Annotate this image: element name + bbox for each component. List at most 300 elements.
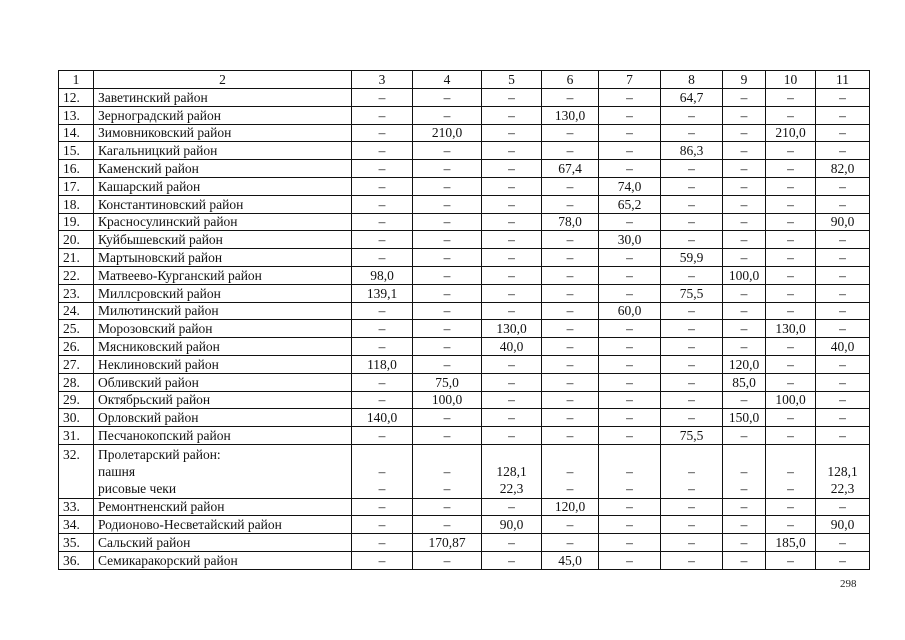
row-number-cell: 31. <box>59 427 94 445</box>
column-header-5: 5 <box>482 71 542 89</box>
district-name-cell: Матвеево-Курганский район <box>94 266 352 284</box>
value-cell: – <box>816 177 870 195</box>
value-cell: – <box>413 231 482 249</box>
row-number-cell: 14. <box>59 124 94 142</box>
value-cell: – <box>766 213 816 231</box>
sub-row-value: – <box>378 481 386 497</box>
value-cell: – <box>766 427 816 445</box>
value-cell: – <box>413 106 482 124</box>
value-cell: – <box>723 516 766 534</box>
table-row <box>59 89 870 107</box>
value-cell: – <box>661 266 723 284</box>
value-cell: – <box>482 498 542 516</box>
district-table <box>58 70 870 570</box>
sub-row-value: 22,3 <box>499 481 524 497</box>
column-header-4: 4 <box>413 71 482 89</box>
value-cell: 118,0 <box>352 355 413 373</box>
district-name-cell: Кашарский район <box>94 177 352 195</box>
table-row <box>59 338 870 356</box>
column-header-6: 6 <box>542 71 599 89</box>
table-row <box>59 551 870 569</box>
value-cell: 65,2 <box>599 195 661 213</box>
value-cell: – <box>661 177 723 195</box>
value-cell: – <box>599 338 661 356</box>
value-cell: – <box>816 266 870 284</box>
column-header-2: 2 <box>94 71 352 89</box>
value-cell: – <box>413 338 482 356</box>
value-cell <box>661 444 723 498</box>
district-name: Пролетарский район: <box>98 446 221 462</box>
value-cell: 98,0 <box>352 266 413 284</box>
value-cell: – <box>723 534 766 552</box>
value-cell: – <box>599 355 661 373</box>
sub-row-value: – <box>443 481 451 497</box>
blank-line <box>482 446 541 463</box>
row-number-cell: 15. <box>59 142 94 160</box>
blank-line <box>661 446 722 463</box>
value-cell: 67,4 <box>542 160 599 178</box>
sub-row-value: – <box>443 464 451 480</box>
value-cell: – <box>723 498 766 516</box>
value-cell: – <box>816 498 870 516</box>
value-cell: – <box>723 213 766 231</box>
value-cell: – <box>766 89 816 107</box>
value-cell: – <box>542 373 599 391</box>
value-cell: – <box>352 320 413 338</box>
value-cell: – <box>599 516 661 534</box>
header-row <box>59 71 870 89</box>
value-cell: – <box>816 409 870 427</box>
value-cell: – <box>816 124 870 142</box>
table-row <box>59 142 870 160</box>
table-row <box>59 302 870 320</box>
value-cell: – <box>542 355 599 373</box>
value-cell <box>413 444 482 498</box>
row-number-cell: 18. <box>59 195 94 213</box>
value-cell: – <box>599 266 661 284</box>
value-cell <box>723 444 766 498</box>
value-cell: – <box>542 89 599 107</box>
value-cell <box>766 444 816 498</box>
value-cell: – <box>661 106 723 124</box>
row-number-cell: 20. <box>59 231 94 249</box>
value-cell: – <box>599 160 661 178</box>
district-name-cell <box>94 444 352 498</box>
value-cell: – <box>413 284 482 302</box>
value-cell: – <box>816 231 870 249</box>
value-cell: – <box>661 320 723 338</box>
column-header-11: 11 <box>816 71 870 89</box>
district-name-cell: Зерноградский район <box>94 106 352 124</box>
value-cell: 90,0 <box>816 516 870 534</box>
row-number-cell: 21. <box>59 249 94 267</box>
value-cell: 45,0 <box>542 551 599 569</box>
value-cell: 75,5 <box>661 427 723 445</box>
value-cell: – <box>816 195 870 213</box>
value-cell: – <box>661 516 723 534</box>
sub-row-value: – <box>688 481 695 497</box>
value-cell: – <box>599 551 661 569</box>
sub-row-value: – <box>740 464 748 480</box>
value-cell: – <box>482 302 542 320</box>
value-cell: – <box>542 177 599 195</box>
value-cell: 185,0 <box>766 534 816 552</box>
row-number-cell: 25. <box>59 320 94 338</box>
sub-row-name: пашня <box>98 464 136 480</box>
district-name-cell: Миллсровский район <box>94 284 352 302</box>
value-cell: 210,0 <box>413 124 482 142</box>
value-cell: 60,0 <box>599 302 661 320</box>
value-cell: – <box>482 249 542 267</box>
value-cell: – <box>599 427 661 445</box>
value-cell <box>599 444 661 498</box>
value-cell: – <box>661 213 723 231</box>
district-name-cell: Неклиновский район <box>94 355 352 373</box>
value-cell: – <box>766 177 816 195</box>
district-name-cell: Морозовский район <box>94 320 352 338</box>
value-cell <box>482 444 542 498</box>
value-cell <box>542 444 599 498</box>
district-name-cell: Зимовниковский район <box>94 124 352 142</box>
value-cell: – <box>766 284 816 302</box>
value-cell: – <box>661 534 723 552</box>
sub-row-value: 128,1 <box>496 464 527 480</box>
district-name-cell: Константиновский район <box>94 195 352 213</box>
table-row <box>59 320 870 338</box>
value-cell: – <box>766 498 816 516</box>
value-cell: – <box>766 266 816 284</box>
value-cell: – <box>482 373 542 391</box>
row-number-cell: 27. <box>59 355 94 373</box>
value-cell: – <box>352 89 413 107</box>
value-cell: 100,0 <box>723 266 766 284</box>
table-row <box>59 106 870 124</box>
value-cell: – <box>599 534 661 552</box>
value-cell: – <box>766 551 816 569</box>
value-cell: – <box>352 177 413 195</box>
value-cell: – <box>352 302 413 320</box>
value-cell: – <box>816 427 870 445</box>
blank-line <box>766 446 815 463</box>
sub-row-value: – <box>378 464 386 480</box>
blank-line <box>542 446 598 463</box>
value-cell: – <box>352 338 413 356</box>
value-cell: 30,0 <box>599 231 661 249</box>
value-cell: – <box>482 355 542 373</box>
value-cell: – <box>413 409 482 427</box>
value-cell: – <box>542 249 599 267</box>
value-cell: – <box>352 195 413 213</box>
value-cell: – <box>599 320 661 338</box>
column-header-7: 7 <box>599 71 661 89</box>
value-cell: – <box>542 534 599 552</box>
value-cell: – <box>352 106 413 124</box>
table-row <box>59 534 870 552</box>
value-cell: – <box>599 142 661 160</box>
value-cell: 100,0 <box>766 391 816 409</box>
value-cell: – <box>482 89 542 107</box>
value-cell: – <box>542 266 599 284</box>
value-cell: – <box>352 551 413 569</box>
value-cell: – <box>482 551 542 569</box>
value-cell: – <box>723 338 766 356</box>
table-row <box>59 160 870 178</box>
district-name-cell: Семикаракорский район <box>94 551 352 569</box>
value-cell: – <box>352 142 413 160</box>
table-row <box>59 409 870 427</box>
value-cell: 170,87 <box>413 534 482 552</box>
value-cell: – <box>352 373 413 391</box>
district-name-cell: Песчанокопский район <box>94 427 352 445</box>
value-cell: – <box>816 302 870 320</box>
value-cell: – <box>542 409 599 427</box>
value-cell: – <box>661 355 723 373</box>
district-name-cell: Мартыновский район <box>94 249 352 267</box>
value-cell: – <box>352 249 413 267</box>
row-number-cell: 17. <box>59 177 94 195</box>
row-number-cell: 33. <box>59 498 94 516</box>
blank-line <box>413 446 481 463</box>
row-number-cell: 28. <box>59 373 94 391</box>
value-cell: 82,0 <box>816 160 870 178</box>
row-number-cell: 36. <box>59 551 94 569</box>
value-cell: – <box>723 89 766 107</box>
value-cell: – <box>723 177 766 195</box>
value-cell: – <box>766 355 816 373</box>
value-cell: 120,0 <box>542 498 599 516</box>
row-number-cell: 35. <box>59 534 94 552</box>
sub-row-value: – <box>566 464 574 480</box>
value-cell: – <box>723 551 766 569</box>
sub-row-value: – <box>566 481 574 497</box>
district-name-cell: Родионово-Несветайский район <box>94 516 352 534</box>
value-cell: – <box>816 355 870 373</box>
value-cell: 75,0 <box>413 373 482 391</box>
value-cell: 78,0 <box>542 213 599 231</box>
value-cell: – <box>542 231 599 249</box>
value-cell: – <box>482 534 542 552</box>
value-cell: – <box>542 124 599 142</box>
value-cell: – <box>816 284 870 302</box>
value-cell: – <box>766 338 816 356</box>
row-number-cell: 26. <box>59 338 94 356</box>
value-cell: – <box>766 106 816 124</box>
value-cell: 40,0 <box>482 338 542 356</box>
value-cell: 75,5 <box>661 284 723 302</box>
value-cell: – <box>482 142 542 160</box>
value-cell: 86,3 <box>661 142 723 160</box>
sub-row-value: – <box>626 464 633 480</box>
table-row <box>59 427 870 445</box>
value-cell: – <box>766 373 816 391</box>
value-cell: 130,0 <box>766 320 816 338</box>
value-cell: – <box>661 391 723 409</box>
value-cell: – <box>413 498 482 516</box>
value-cell: – <box>352 516 413 534</box>
value-cell: – <box>413 249 482 267</box>
value-cell: – <box>352 427 413 445</box>
value-cell: – <box>482 427 542 445</box>
district-name-cell: Милютинский район <box>94 302 352 320</box>
district-name-cell: Ремонтненский район <box>94 498 352 516</box>
value-cell: – <box>816 89 870 107</box>
value-cell: – <box>542 302 599 320</box>
blank-line <box>352 446 412 463</box>
value-cell: – <box>599 124 661 142</box>
value-cell: 85,0 <box>723 373 766 391</box>
value-cell: – <box>413 89 482 107</box>
value-cell: – <box>766 249 816 267</box>
value-cell: – <box>599 409 661 427</box>
blank-line <box>816 446 869 463</box>
value-cell: – <box>599 249 661 267</box>
value-cell: 40,0 <box>816 338 870 356</box>
value-cell: 130,0 <box>482 320 542 338</box>
value-cell: – <box>766 142 816 160</box>
value-cell: – <box>723 106 766 124</box>
district-name-cell: Мясниковский район <box>94 338 352 356</box>
value-cell: 59,9 <box>661 249 723 267</box>
value-cell: – <box>599 284 661 302</box>
value-cell: – <box>723 427 766 445</box>
row-number-cell: 16. <box>59 160 94 178</box>
value-cell: – <box>723 160 766 178</box>
table-row <box>59 213 870 231</box>
value-cell: – <box>723 142 766 160</box>
column-header-8: 8 <box>661 71 723 89</box>
sub-row-value: 22,3 <box>830 481 855 497</box>
value-cell: – <box>482 124 542 142</box>
sub-row-name: рисовые чеки <box>98 481 177 497</box>
table-row <box>59 498 870 516</box>
value-cell: – <box>542 338 599 356</box>
value-cell: – <box>413 142 482 160</box>
district-name-cell: Обливский район <box>94 373 352 391</box>
value-cell: – <box>413 195 482 213</box>
value-cell: – <box>482 177 542 195</box>
value-cell: 150,0 <box>723 409 766 427</box>
district-name-cell: Октябрьский район <box>94 391 352 409</box>
value-cell: – <box>482 160 542 178</box>
value-cell: – <box>723 320 766 338</box>
value-cell: – <box>766 231 816 249</box>
table-row <box>59 249 870 267</box>
table-row <box>59 355 870 373</box>
table-row <box>59 177 870 195</box>
page-number: 298 <box>840 578 857 590</box>
value-cell: – <box>482 284 542 302</box>
table-row <box>59 391 870 409</box>
value-cell: – <box>482 391 542 409</box>
row-number-cell: 13. <box>59 106 94 124</box>
value-cell: 90,0 <box>816 213 870 231</box>
district-name-cell: Кагальницкий район <box>94 142 352 160</box>
table-row <box>59 266 870 284</box>
value-cell: – <box>661 160 723 178</box>
value-cell: – <box>816 106 870 124</box>
table-row <box>59 444 870 498</box>
value-cell: – <box>599 498 661 516</box>
value-cell: 74,0 <box>599 177 661 195</box>
blank-line <box>723 446 765 463</box>
value-cell: – <box>413 427 482 445</box>
value-cell: – <box>482 213 542 231</box>
value-cell: – <box>661 338 723 356</box>
value-cell: – <box>542 320 599 338</box>
row-number-cell <box>59 444 94 498</box>
column-header-1: 1 <box>59 71 94 89</box>
row-number-cell: 22. <box>59 266 94 284</box>
row-number-cell: 23. <box>59 284 94 302</box>
value-cell: – <box>542 195 599 213</box>
value-cell: – <box>352 160 413 178</box>
value-cell: 90,0 <box>482 516 542 534</box>
value-cell: – <box>482 266 542 284</box>
value-cell: – <box>816 551 870 569</box>
value-cell: 139,1 <box>352 284 413 302</box>
district-name-cell: Сальский район <box>94 534 352 552</box>
value-cell: 210,0 <box>766 124 816 142</box>
value-cell <box>352 444 413 498</box>
sub-row-value: – <box>787 464 794 480</box>
value-cell: – <box>816 391 870 409</box>
district-name-cell: Красносулинский район <box>94 213 352 231</box>
value-cell: – <box>766 302 816 320</box>
value-cell: – <box>816 249 870 267</box>
district-name-cell: Куйбышевский район <box>94 231 352 249</box>
value-cell: – <box>766 195 816 213</box>
row-number-cell: 34. <box>59 516 94 534</box>
column-header-3: 3 <box>352 71 413 89</box>
value-cell: – <box>352 124 413 142</box>
row-number-cell: 29. <box>59 391 94 409</box>
value-cell: – <box>766 516 816 534</box>
value-cell: 130,0 <box>542 106 599 124</box>
value-cell: – <box>352 498 413 516</box>
value-cell: – <box>482 195 542 213</box>
value-cell: – <box>413 160 482 178</box>
row-number-cell: 12. <box>59 89 94 107</box>
value-cell: – <box>661 551 723 569</box>
value-cell: – <box>661 409 723 427</box>
row-number: 32. <box>63 446 80 462</box>
value-cell: – <box>766 409 816 427</box>
value-cell: – <box>413 551 482 569</box>
value-cell: – <box>413 302 482 320</box>
table-row <box>59 284 870 302</box>
value-cell: – <box>413 320 482 338</box>
value-cell: – <box>352 534 413 552</box>
value-cell: – <box>352 231 413 249</box>
value-cell: – <box>599 391 661 409</box>
value-cell: – <box>661 231 723 249</box>
district-name-cell: Орловский район <box>94 409 352 427</box>
value-cell: – <box>723 231 766 249</box>
value-cell: – <box>723 284 766 302</box>
value-cell: – <box>816 373 870 391</box>
sub-row-value: – <box>688 464 695 480</box>
row-number-cell: 24. <box>59 302 94 320</box>
value-cell: – <box>542 391 599 409</box>
table-row <box>59 231 870 249</box>
value-cell: – <box>661 302 723 320</box>
sub-row-value: – <box>787 481 794 497</box>
value-cell: – <box>413 355 482 373</box>
value-cell: – <box>413 177 482 195</box>
value-cell: – <box>766 160 816 178</box>
row-number-cell: 19. <box>59 213 94 231</box>
value-cell: – <box>816 142 870 160</box>
